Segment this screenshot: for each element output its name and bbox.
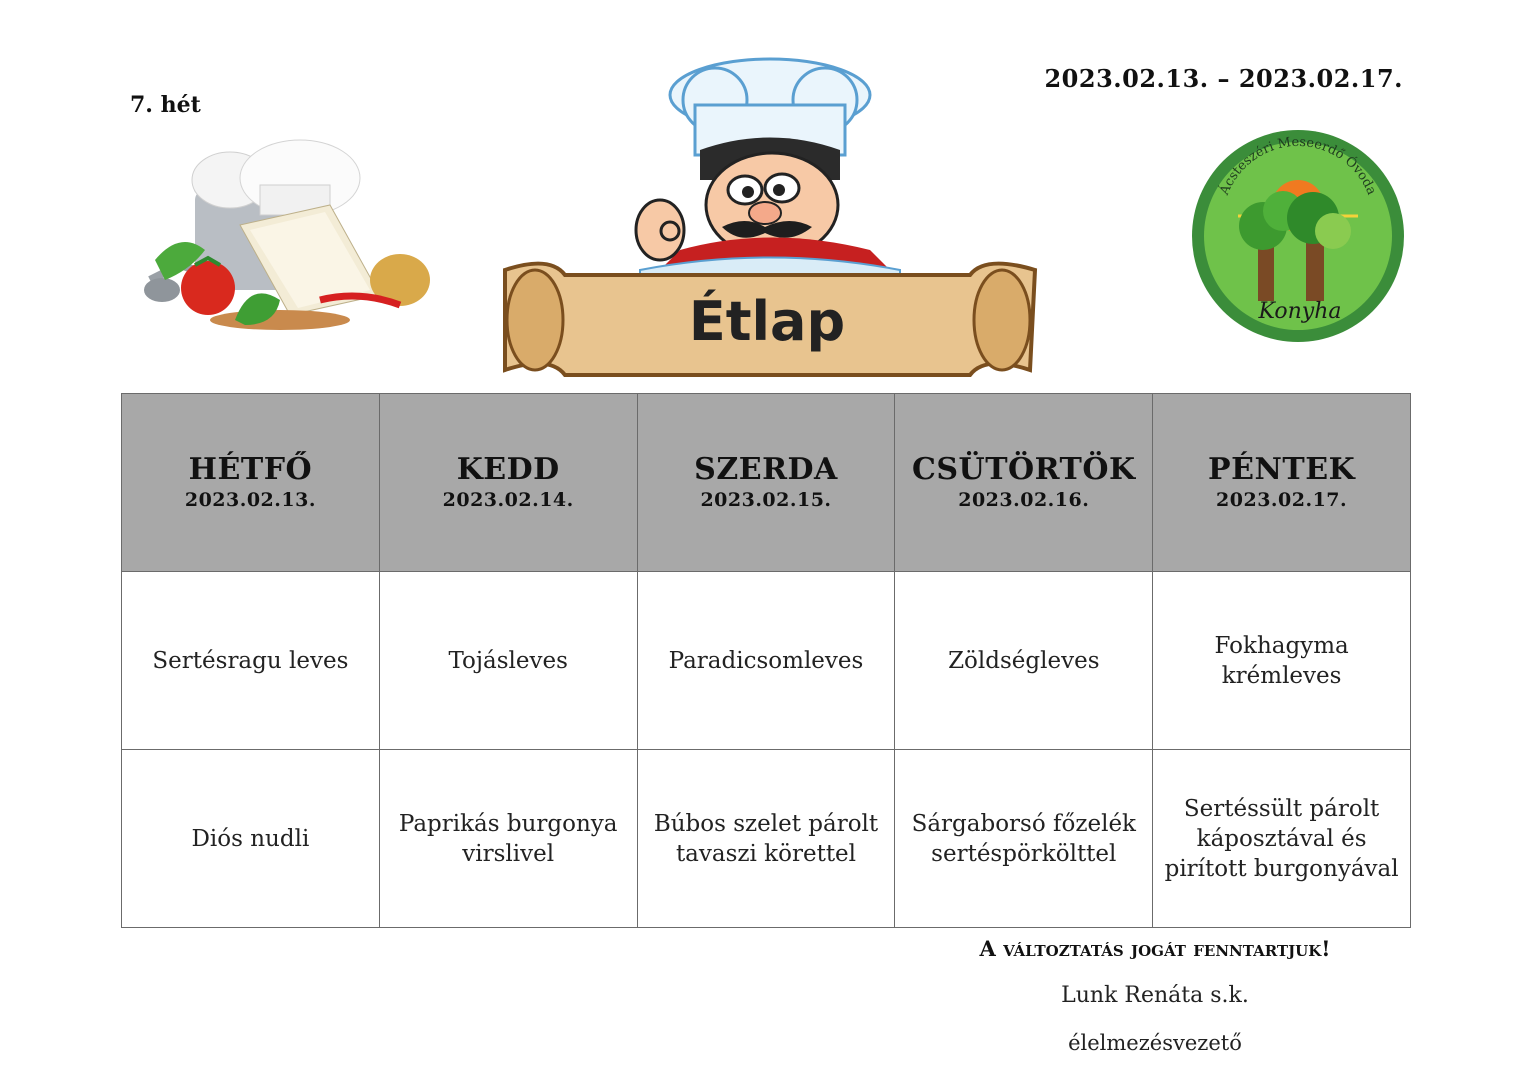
day-name: PÉNTEK <box>1208 451 1356 487</box>
day-date: 2023.02.13. <box>184 488 316 511</box>
table-header-row <box>122 394 1411 572</box>
menu-title: Étlap <box>688 290 846 353</box>
soup-cell: Paradicsomleves <box>637 572 895 750</box>
change-notice-text: A változtatás jogát fenntartjuk! <box>979 936 1331 961</box>
day-name: CSÜTÖRTÖK <box>911 451 1136 487</box>
main-course-cell: Paprikás burgonya virslivel <box>379 750 637 928</box>
day-date: 2023.02.15. <box>700 488 832 511</box>
soup-row <box>122 572 1411 750</box>
day-date: 2023.02.14. <box>442 488 574 511</box>
weekly-menu-table <box>121 393 1411 928</box>
day-name: KEDD <box>456 451 560 487</box>
day-date: 2023.02.16. <box>958 488 1090 511</box>
signature: Lunk Renáta s.k. <box>1061 983 1249 1008</box>
kindergarten-logo <box>1188 126 1408 346</box>
change-notice <box>900 936 1410 961</box>
day-header-cell <box>637 394 895 572</box>
soup-cell: Tojásleves <box>379 572 637 750</box>
main-course-cell: Sertéssült párolt káposztával és pirított burgonyával <box>1153 750 1411 928</box>
day-header-cell <box>895 394 1153 572</box>
main-course-cell: Diós nudli <box>122 750 380 928</box>
day-name: SZERDA <box>694 451 838 487</box>
week-label: 7. hét <box>130 92 201 118</box>
day-header-cell <box>379 394 637 572</box>
day-header-cell <box>122 394 380 572</box>
day-name: HÉTFŐ <box>188 451 313 487</box>
cooking-pot-icon <box>140 130 435 335</box>
day-header-cell <box>1153 394 1411 572</box>
date-range: 2023.02.13. – 2023.02.17. <box>1044 64 1403 93</box>
main-course-row <box>122 750 1411 928</box>
soup-cell: Sertésragu leves <box>122 572 380 750</box>
chef-icon <box>490 55 1045 385</box>
day-date: 2023.02.17. <box>1216 488 1348 511</box>
main-course-cell: Sárgaborsó főzelék sertéspörkölttel <box>895 750 1153 928</box>
logo-script-text: Konyha <box>1258 299 1342 324</box>
logo-arc-text: Ácsteszéri Meseerdő Óvoda <box>1217 134 1379 198</box>
soup-cell: Fokhagyma krémleves <box>1153 572 1411 750</box>
signer-role: élelmezésvezető <box>1068 1031 1242 1055</box>
main-course-cell: Búbos szelet párolt tavaszi körettel <box>637 750 895 928</box>
soup-cell: Zöldségleves <box>895 572 1153 750</box>
